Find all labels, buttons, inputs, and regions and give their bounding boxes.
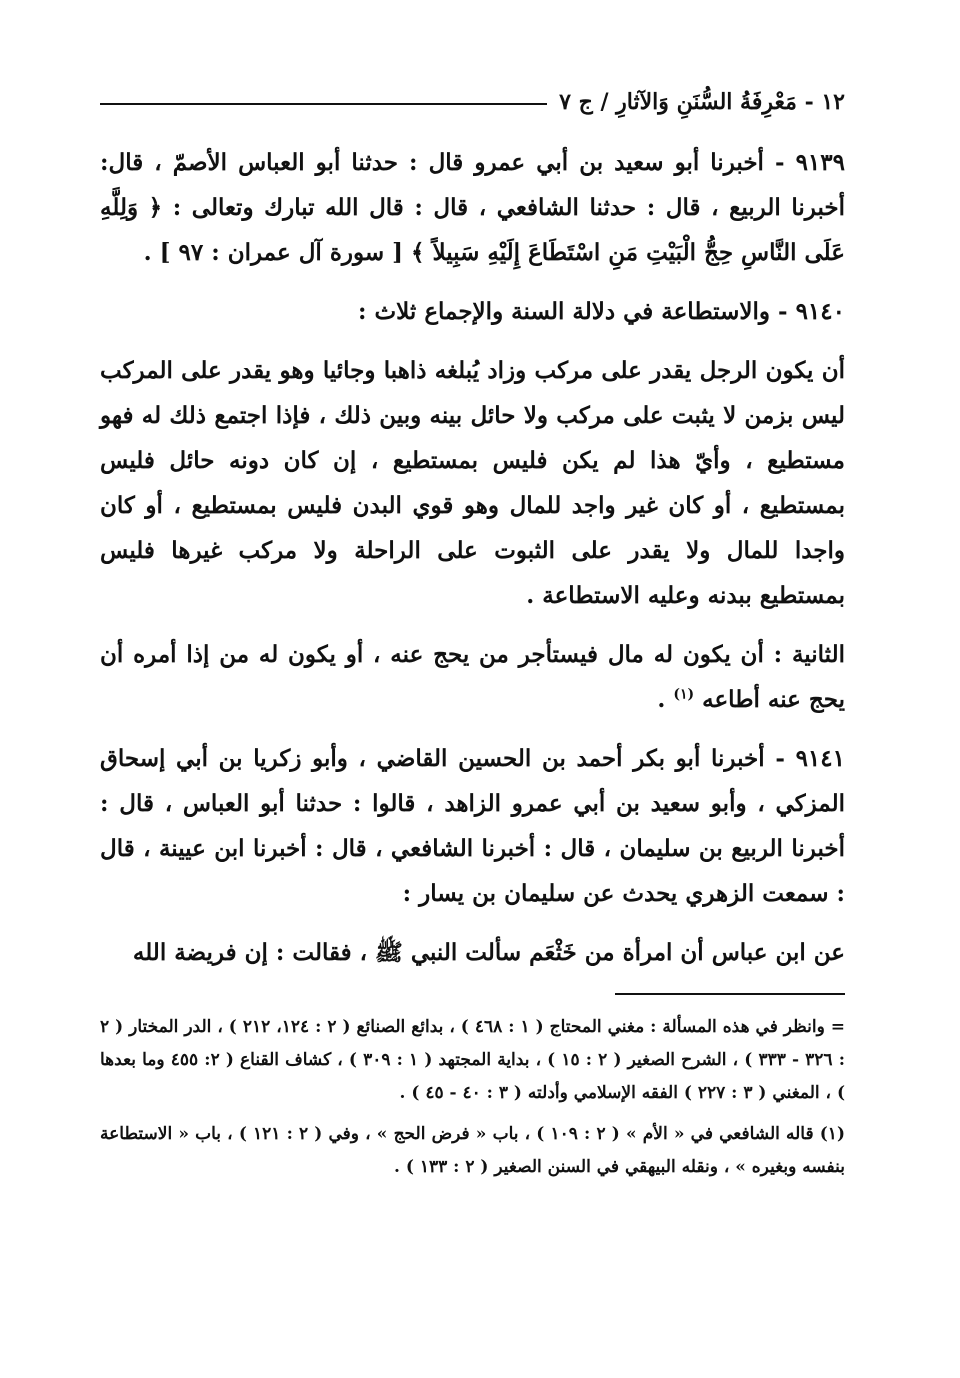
sentence-end: . — [657, 686, 674, 713]
running-title: ١٢ - مَعْرِفَةُ السُّنَنِ وَالآثارِ / ج ٧ — [559, 89, 845, 115]
second-condition-text: الثانية : أن يكون له مال فيستأجر من يحج عنه ، أو يكون له من إذا أمره أن يحج عنه أطاعه — [100, 641, 845, 713]
paragraph-9140: ٩١٤٠ - والاستطاعة في دلالة السنة والإجماع ثلاث : — [358, 298, 845, 325]
header-rule — [100, 103, 547, 105]
footnote-separator — [615, 993, 845, 995]
first-condition-paragraph: أن يكون الرجل يقدر على مركب وزاد يُبلغه ذاهبا وجائيا وهو يقدر على المركب ليس بزمن لا يثبت على مركب ولا حائل بينه وبين ذلك ، فإذا اجتمع ذلك له فهو مستطيع ، وأيّ هذا لم يكن فليس بمستطيع ، إن كان دونه حائل فليس بمستطيع ، أو كان غير واجد للمال وهو قوي البدن فليس بمستطيع ، أو كان واجدا للمال ولا يقدر على الثبوت على الراحلة ولا مركب غيرها فليس بمستطيع ببدنه وعليه الاستطاعة . — [100, 357, 845, 609]
book-page — [100, 80, 845, 1192]
footnote-continued: = وانظر في هذه المسألة : مغني المحتاج ( ١ : ٤٦٨ ) ، بدائع الصنائع ( ٢ : ١٢٤، ٢١٢ ) ، الدر المختار ( ٢ : ٣٢٦ - ٣٣٣ ) ، الشرح الصغير ( ٢ : ١٥ ) ، بداية المجتهد ( ١ : ٣٠٩ ) ، كشاف القناع ( ٢: ٤٥٥ وما بعدها ) ، المغني ( ٣ : ٢٢٧ ) الفقه الإسلامي وأدلته ( ٣ : ٤٠ - ٤٥ ) . — [100, 1017, 846, 1103]
main-text — [100, 140, 845, 975]
footnote-1: (١) قاله الشافعي في « الأم » ( ٢ : ١٠٩ ) ، باب « فرض الحج » ، وفي ( ٢ : ١٢١ ) ، باب « الاستطاعة بنفسه وبغيره » ، ونقله البيهقي في السنن الصغير ( ٢ : ١٣٣ ) . — [100, 1124, 845, 1177]
second-condition-paragraph — [100, 632, 845, 722]
hadith-9139: ٩١٣٩ - أخبرنا أبو سعيد بن أبي عمرو قال : حدثنا أبو العباس الأصمّ ، قال: أخبرنا الربيع ، قال : حدثنا الشافعي ، قال : قال الله تبارك وتعالى : ﴿ وَلِلَّهِ عَلَى النَّاسِ حِجُّ الْبَيْتِ مَنِ اسْتَطَاعَ إِلَيْهِ سَبِيلاً ﴾ [ سورة آل عمران : ٩٧ ] . — [100, 149, 845, 266]
page-header — [100, 80, 845, 124]
hadith-9141-matn: عن ابن عباس أن امرأة من خَثْعَم سألت النبي ﷺ ، فقالت : إن فريضة الله — [132, 939, 845, 966]
footnotes — [100, 1011, 845, 1184]
hadith-9141-isnad: ٩١٤١ - أخبرنا أبو بكر أحمد بن الحسين القاضي ، وأبو زكريا بن أبي إسحاق المزكي ، وأبو سعيد بن أبي عمرو الزاهد ، قالوا : حدثنا أبو العباس ، قال : أخبرنا الربيع بن سليمان ، قال : أخبرنا الشافعي ، قال : أخبرنا ابن عيينة ، قال : سمعت الزهري يحدث عن سليمان بن يسار : — [100, 745, 845, 907]
footnote-ref-1[interactable]: (١) — [673, 686, 695, 703]
